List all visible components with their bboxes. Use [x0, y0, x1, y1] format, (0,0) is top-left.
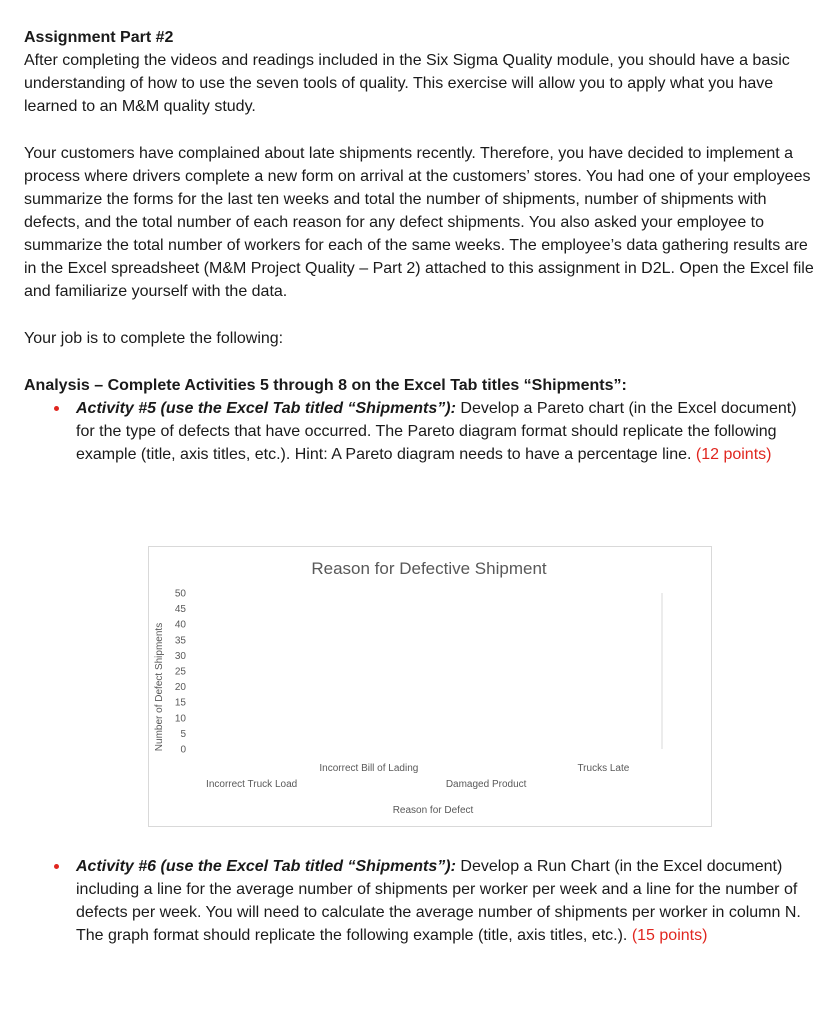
y-tick-label: 5 [180, 728, 186, 740]
x-tick-label: Damaged Product [445, 779, 527, 790]
activity-5-item [24, 397, 814, 466]
chart-title: Reason for Defective Shipment [311, 559, 547, 578]
activity-5-text: Develop a Pareto chart (in the Excel document) for the type of defects that have occurred. The Pareto diagram format should replicate the following example (title, axis titles, etc.). Hint: A Pareto diagram needs to have a percentage line. [76, 400, 797, 463]
activity-5-points: (12 points) [691, 446, 772, 463]
y-tick-label: 20 [174, 682, 186, 694]
x-tick-label: Incorrect Bill of Lading [319, 763, 419, 774]
analysis-heading: Analysis – Complete Activities 5 through 8 on the Excel Tab titles “Shipments”: [24, 377, 627, 394]
bullet-icon [54, 406, 59, 411]
y-tick-label: 0 [180, 744, 186, 756]
y-tick-label: 25 [174, 666, 186, 678]
activity-6-label: Activity #6 (use the Excel Tab titled “Shipments”): [76, 858, 456, 875]
document-body [24, 26, 814, 466]
document-body-continued [24, 855, 814, 947]
x-tick-label: Trucks Late [577, 763, 630, 774]
y-tick-label: 40 [174, 619, 186, 631]
y-tick-label: 35 [174, 635, 186, 647]
activity-6-item [24, 855, 814, 947]
intro-paragraph: After completing the videos and readings included in the Six Sigma Quality module, you should have a basic understanding of how to use the seven tools of quality. This exercise will allow you to apply what you have learned to an M&M quality study. [24, 52, 790, 115]
activity-5-label: Activity #5 (use the Excel Tab titled “Shipments”): [76, 400, 456, 417]
y-tick-label: 15 [174, 697, 186, 709]
task-intro: Your job is to complete the following: [24, 330, 284, 347]
activity-6-text: Develop a Run Chart (in the Excel document) including a line for the average number of shipments per worker per week and a line for the number of defects per week. You will need to calculate the average number of shipments per worker in column N. The graph format should replicate the following example (title, axis titles, etc.). [76, 858, 801, 944]
y-axis-label: Number of Defect Shipments [154, 622, 165, 752]
x-tick-label: Incorrect Truck Load [206, 779, 298, 790]
context-paragraph: Your customers have complained about late shipments recently. Therefore, you have decided to implement a process where drivers complete a new form on arrival at the customers’ stores. You had one of your employees summarize the forms for the last ten weeks and total the number of shipments, number of shipments with defects, and the total number of each reason for any defect shipments. You also asked your employee to summarize the total number of workers for each of the same weeks. The employee’s data gathering results are in the Excel spreadsheet (M&M Project Quality – Part 2) attached to this assignment in D2L. Open the Excel file and familiarize yourself with the data. [24, 145, 814, 300]
pareto-chart-svg [149, 547, 711, 826]
pareto-chart [148, 546, 712, 827]
y-tick-label: 30 [174, 650, 186, 662]
y-tick-label: 50 [174, 588, 186, 600]
activity-6-points: (15 points) [627, 927, 708, 944]
y-tick-label: 10 [174, 713, 186, 725]
bullet-icon [54, 864, 59, 869]
y-tick-label: 45 [174, 604, 186, 616]
assignment-title: Assignment Part #2 [24, 29, 174, 46]
x-axis-label: Reason for Defect [392, 805, 474, 816]
